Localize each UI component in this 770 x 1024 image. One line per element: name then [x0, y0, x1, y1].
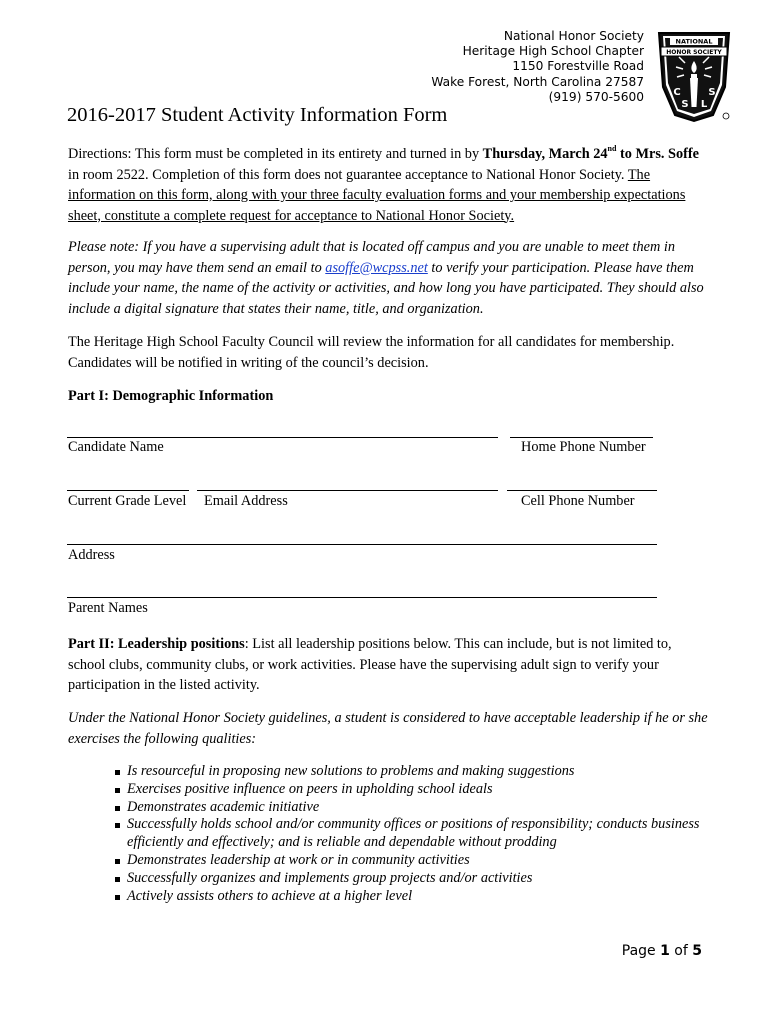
total-pages: 5	[692, 943, 702, 959]
list-item: Successfully organizes and implements group projects and/or activities	[112, 870, 712, 888]
chapter-name: Heritage High School Chapter	[462, 44, 644, 59]
directions-paragraph	[68, 144, 708, 226]
current-page: 1	[660, 943, 670, 959]
home-phone-line[interactable]	[510, 437, 653, 438]
parent-names-line[interactable]	[67, 597, 657, 598]
city-state-zip: Wake Forest, North Carolina 27587	[431, 74, 644, 89]
organization-address-block	[431, 29, 644, 105]
part2-heading: Part II: Leadership positions	[68, 636, 245, 652]
org-name: National Honor Society	[503, 29, 644, 43]
directions-middle: in room 2522. Completion of this form does not guarantee acceptance to National Honor Society.	[68, 166, 628, 183]
council-paragraph: The Heritage High School Faculty Council will review the information for all candidates for membership. Candidates will be notified in writing of the council’s decision.	[68, 334, 675, 371]
address-label: Address	[68, 547, 115, 563]
page-word: Page	[621, 943, 661, 959]
logo-top-text: NATIONAL	[675, 37, 713, 46]
logo-letter-s: S	[681, 99, 689, 110]
cell-phone-label: Cell Phone Number	[521, 493, 635, 509]
nhs-logo	[655, 25, 733, 125]
logo-banner-text: HONOR SOCIETY	[666, 49, 722, 56]
cell-phone-line[interactable]	[507, 490, 657, 491]
page-number	[622, 943, 702, 959]
list-item: Is resourceful in proposing new solutions to problems and making suggestions	[112, 763, 712, 781]
email-link[interactable]: asoffe@wcpss.net	[325, 259, 428, 276]
logo-letter-s2: S	[708, 87, 716, 98]
directions-prefix: Directions: This form must be completed in its entirety and turned in by	[68, 146, 483, 162]
candidate-name-line[interactable]	[67, 437, 498, 438]
note-paragraph	[68, 237, 708, 319]
guidelines-paragraph: Under the National Honor Society guidelines, a student is considered to have acceptable leadership if he or she exercises the following qualities:	[68, 710, 708, 747]
contact-name: to Mrs. Soffe	[616, 146, 700, 162]
part2-paragraph	[68, 634, 708, 696]
parent-names-label: Parent Names	[68, 600, 148, 616]
part1-heading: Part I: Demographic Information	[68, 388, 274, 404]
home-phone-label: Home Phone Number	[521, 439, 646, 455]
list-item: Actively assists others to achieve at a higher level	[112, 888, 712, 906]
logo-letter-c: C	[673, 87, 681, 98]
grade-level-label: Current Grade Level	[68, 493, 187, 509]
address-line[interactable]	[67, 544, 657, 545]
of-word: of	[669, 943, 693, 959]
email-line[interactable]	[197, 490, 498, 491]
part2-text: : List all leadership positions below. This can include, but is not limited to, school clubs, community clubs, or work activities. Please have the supervising adult sign to verify your participation in the listed activity.	[68, 636, 672, 693]
logo-letter-l: L	[700, 99, 708, 110]
leadership-qualities-list	[112, 763, 712, 905]
form-title: 2016-2017 Student Activity Information Form	[67, 104, 448, 126]
directions-underlined: The information on this form, along with your three faculty evaluation forms and your membership expectations sheet, constitute a complete request for acceptance to National Honor Society.	[68, 166, 686, 224]
list-item: Demonstrates academic initiative	[112, 799, 712, 817]
deadline-suffix: nd	[607, 144, 617, 154]
street-address: 1150 Forestville Road	[512, 59, 644, 74]
grade-level-line[interactable]	[67, 490, 189, 491]
email-label: Email Address	[204, 493, 288, 509]
deadline-text: Thursday, March 24	[482, 146, 608, 162]
note-after-link: to verify your participation. Please have them include your name, the name of the activity or activities, and how long you have participated. They should also include a digital signature that states their name, title, and organization.	[68, 259, 704, 317]
list-item: Exercises positive influence on peers in upholding school ideals	[112, 781, 712, 799]
candidate-name-label: Candidate Name	[68, 439, 164, 455]
phone-number: (919) 570-5600	[548, 89, 644, 104]
list-item: Demonstrates leadership at work or in community activities	[112, 852, 712, 870]
list-item: Successfully holds school and/or community offices or positions of responsibility; conducts business efficiently and effectively; and is reliable and dependable without prodding	[112, 816, 712, 852]
note-before-link: Please note: If you have a supervising adult that is located off campus and you are unable to meet them in person, you may have them send an email to	[68, 239, 675, 276]
